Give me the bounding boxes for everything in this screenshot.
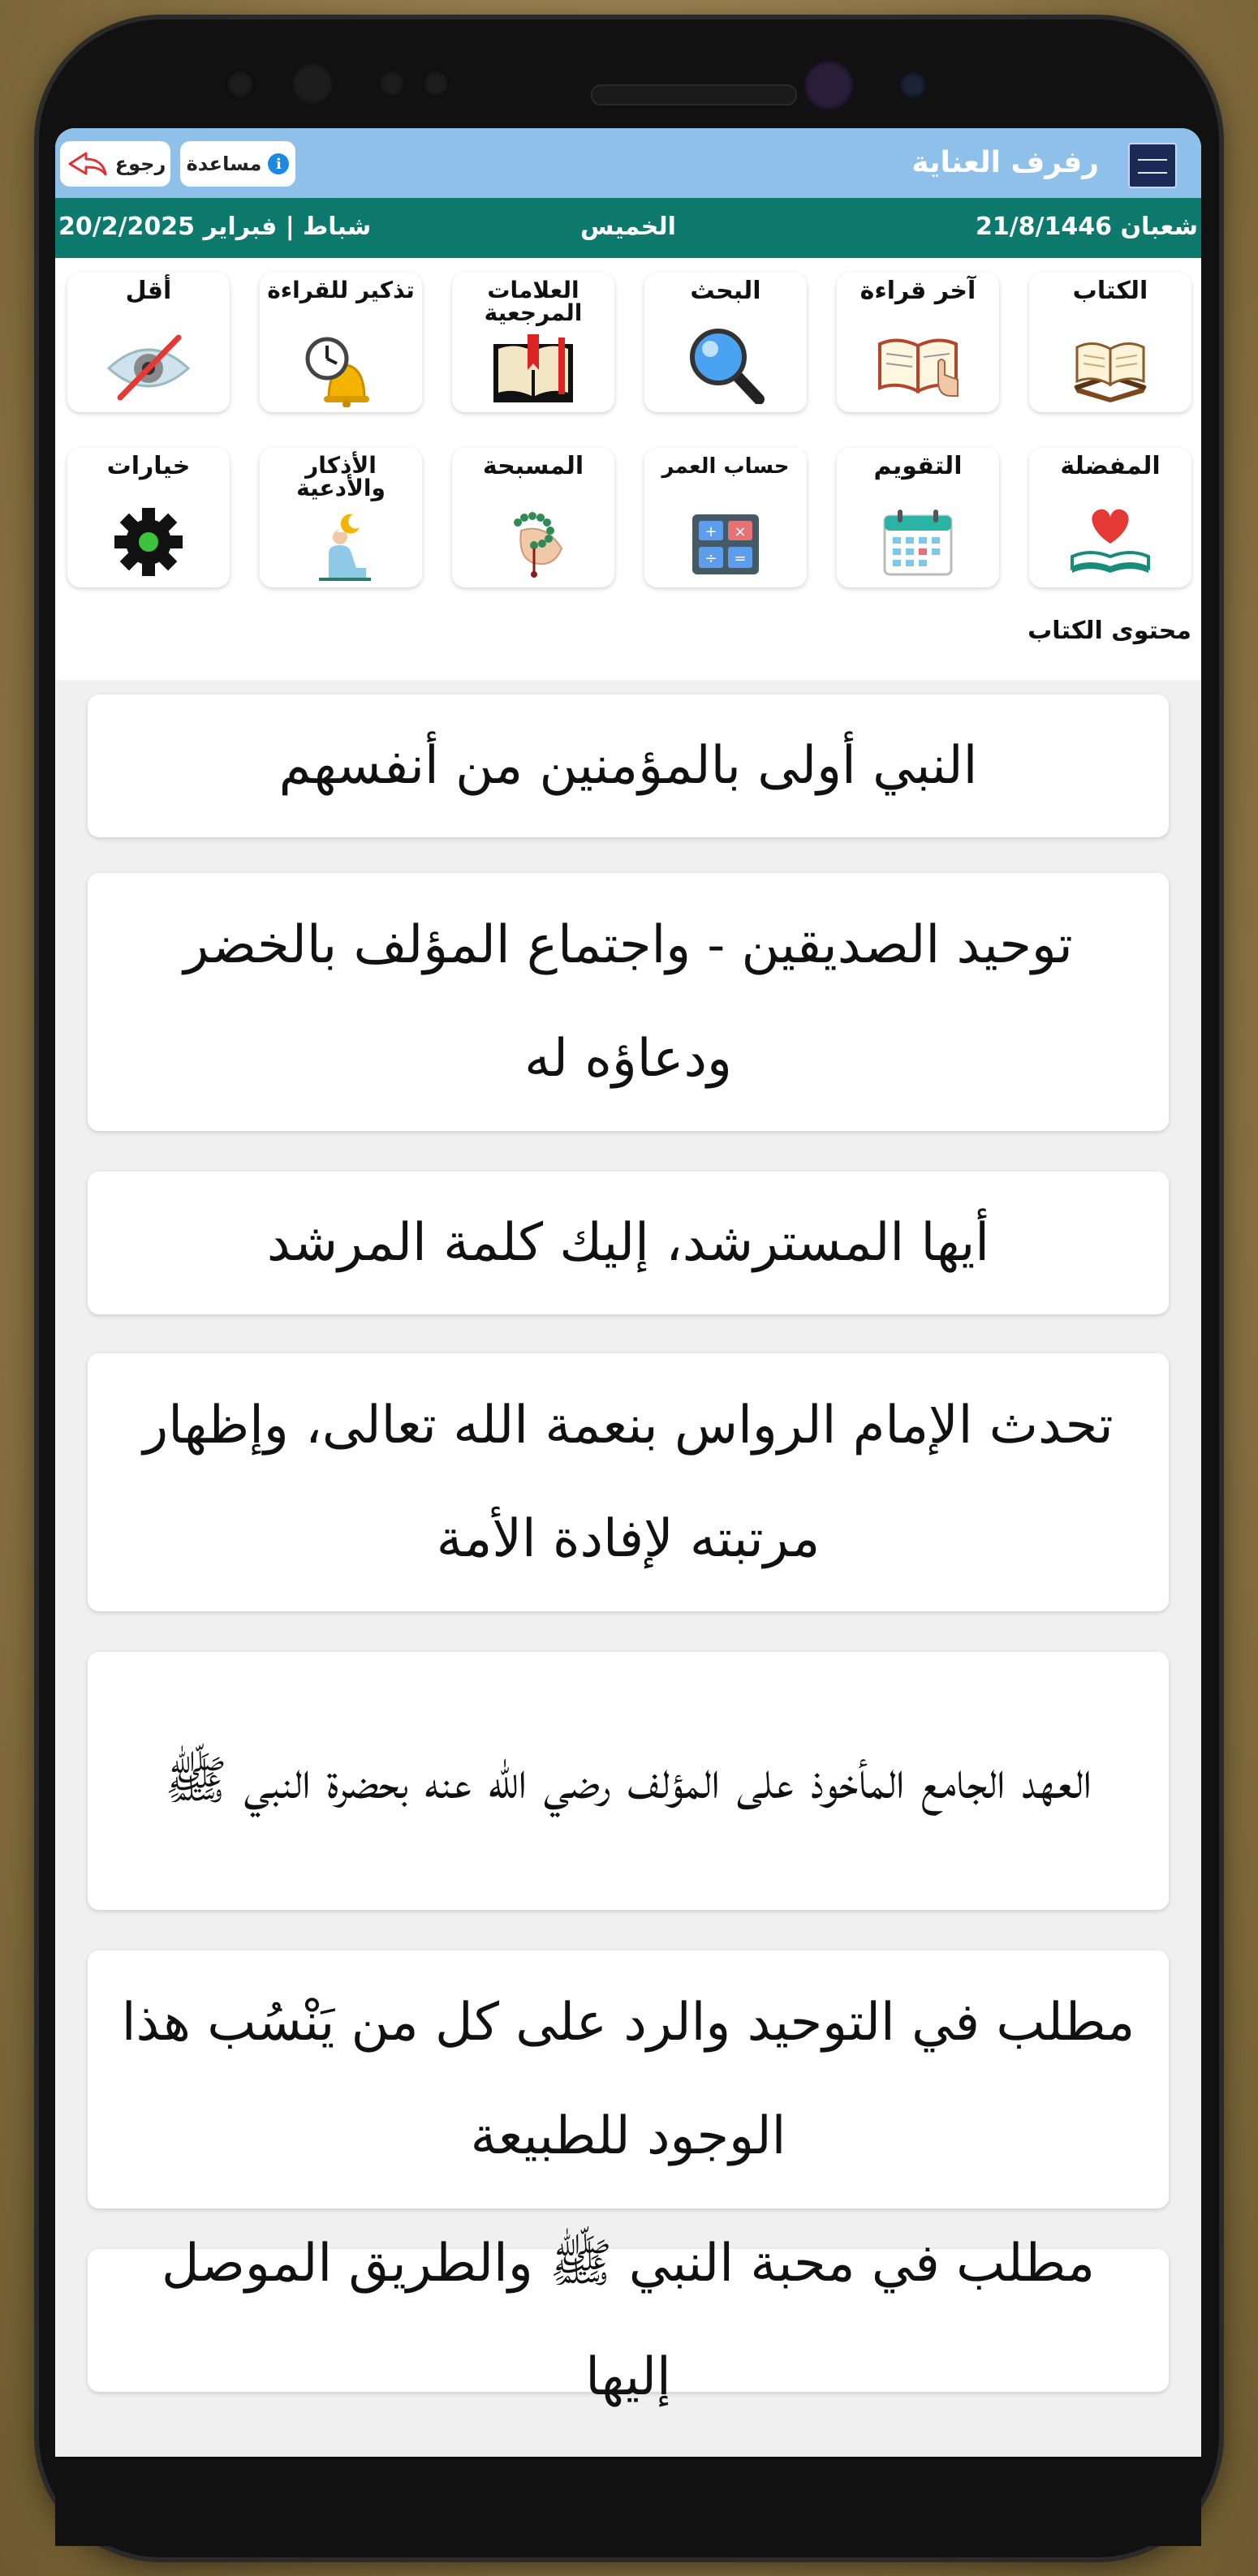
tile-age-calculator[interactable] [644,448,807,587]
bookmark-book-icon [489,326,578,407]
svg-text:=: = [734,550,747,567]
list-item[interactable]: العهد الجامع المأخوذ على المؤلف رضي الله عنه بحضرة النبي ﷺ [88,1652,1169,1910]
tile-label: الأذكار والأدعية [296,452,386,501]
earpiece-speaker [591,84,797,105]
info-icon: i [268,153,289,174]
app-title: رفرف العناية [911,146,1099,179]
tile-tasbih[interactable] [452,448,614,587]
sensor-icon [378,70,406,97]
tile-search[interactable] [644,273,807,412]
tile-book[interactable] [1029,273,1191,412]
tile-less[interactable] [67,273,230,412]
tile-label: خيارات [106,452,191,480]
back-label: رجوع [114,153,166,175]
eye-hidden-icon [104,323,193,404]
tile-label: البحث [690,277,761,305]
date-bar [55,198,1201,258]
tile-bookmarks[interactable] [452,273,614,412]
sensor-icon [291,62,334,105]
content-list [55,680,1201,2457]
front-camera-icon [803,60,854,110]
tile-last-read[interactable] [837,273,999,412]
list-item[interactable]: النبي أولى بالمؤمنين من أنفسهم [88,695,1169,837]
tile-favorites[interactable] [1029,448,1191,587]
tile-options[interactable] [67,448,230,587]
app-logo-icon [1128,143,1177,188]
list-item[interactable]: مطلب في التوحيد والرد على كل من يَنْسُب هذا الوجود للطبيعة [88,1950,1169,2208]
section-title: محتوى الكتاب [1028,617,1191,645]
tile-label: تذكير للقراءة [267,277,415,303]
svg-text:÷: ÷ [704,550,717,567]
gregorian-date: 20/2/2025 شباط | فبراير [58,213,372,241]
sensor-icon [422,70,450,97]
tile-label: العلامات المرجعية [484,277,583,326]
list-item[interactable]: مطلب في محبة النبي ﷺ والطريق الموصل إليها [88,2249,1169,2392]
list-item[interactable]: توحيد الصديقين - واجتماع المؤلف بالخضر ودعاؤه له [88,873,1169,1131]
sensor-icon [226,70,255,99]
prayer-beads-icon [489,498,578,579]
app-screen [55,128,1201,2457]
svg-text:+: + [704,523,717,540]
sensor-icon [899,71,927,99]
magnifier-icon [681,323,770,404]
tile-adhkar[interactable] [260,448,422,587]
tile-label: المفضلة [1060,452,1161,480]
hijri-date: 21/8/1446 شعبان [975,213,1198,241]
app-header [55,128,1201,198]
praying-man-icon [296,503,386,584]
list-item[interactable]: تحدث الإمام الرواس بنعمة الله تعالى، وإظهار مرتبته لإفادة الأمة [88,1353,1169,1611]
heart-book-icon [1066,498,1155,579]
alarm-bell-icon [296,326,386,407]
tile-label: التقويم [873,452,963,480]
back-arrow-icon [65,150,109,178]
tile-label: الكتاب [1072,277,1148,305]
tile-label: أقل [125,277,172,305]
book-pointer-icon [873,323,963,404]
phone-bottom-bezel [55,2457,1201,2546]
svg-text:×: × [734,523,747,540]
list-item[interactable]: أيها المسترشد، إليك كلمة المرشد [88,1172,1169,1314]
tile-calendar[interactable] [837,448,999,587]
back-button[interactable] [60,141,170,187]
calculator-icon [681,498,770,579]
tile-label: المسبحة [482,452,584,480]
tile-reading-reminder[interactable] [260,273,422,412]
tile-label: آخر قراءة [859,277,976,305]
weekday: الخميس [580,213,676,241]
help-button[interactable] [180,141,295,187]
open-book-icon [1066,323,1155,404]
calendar-icon [873,498,963,579]
help-label: مساعدة [186,153,262,175]
gear-icon [104,498,193,579]
tile-label: حساب العمر [661,454,790,479]
